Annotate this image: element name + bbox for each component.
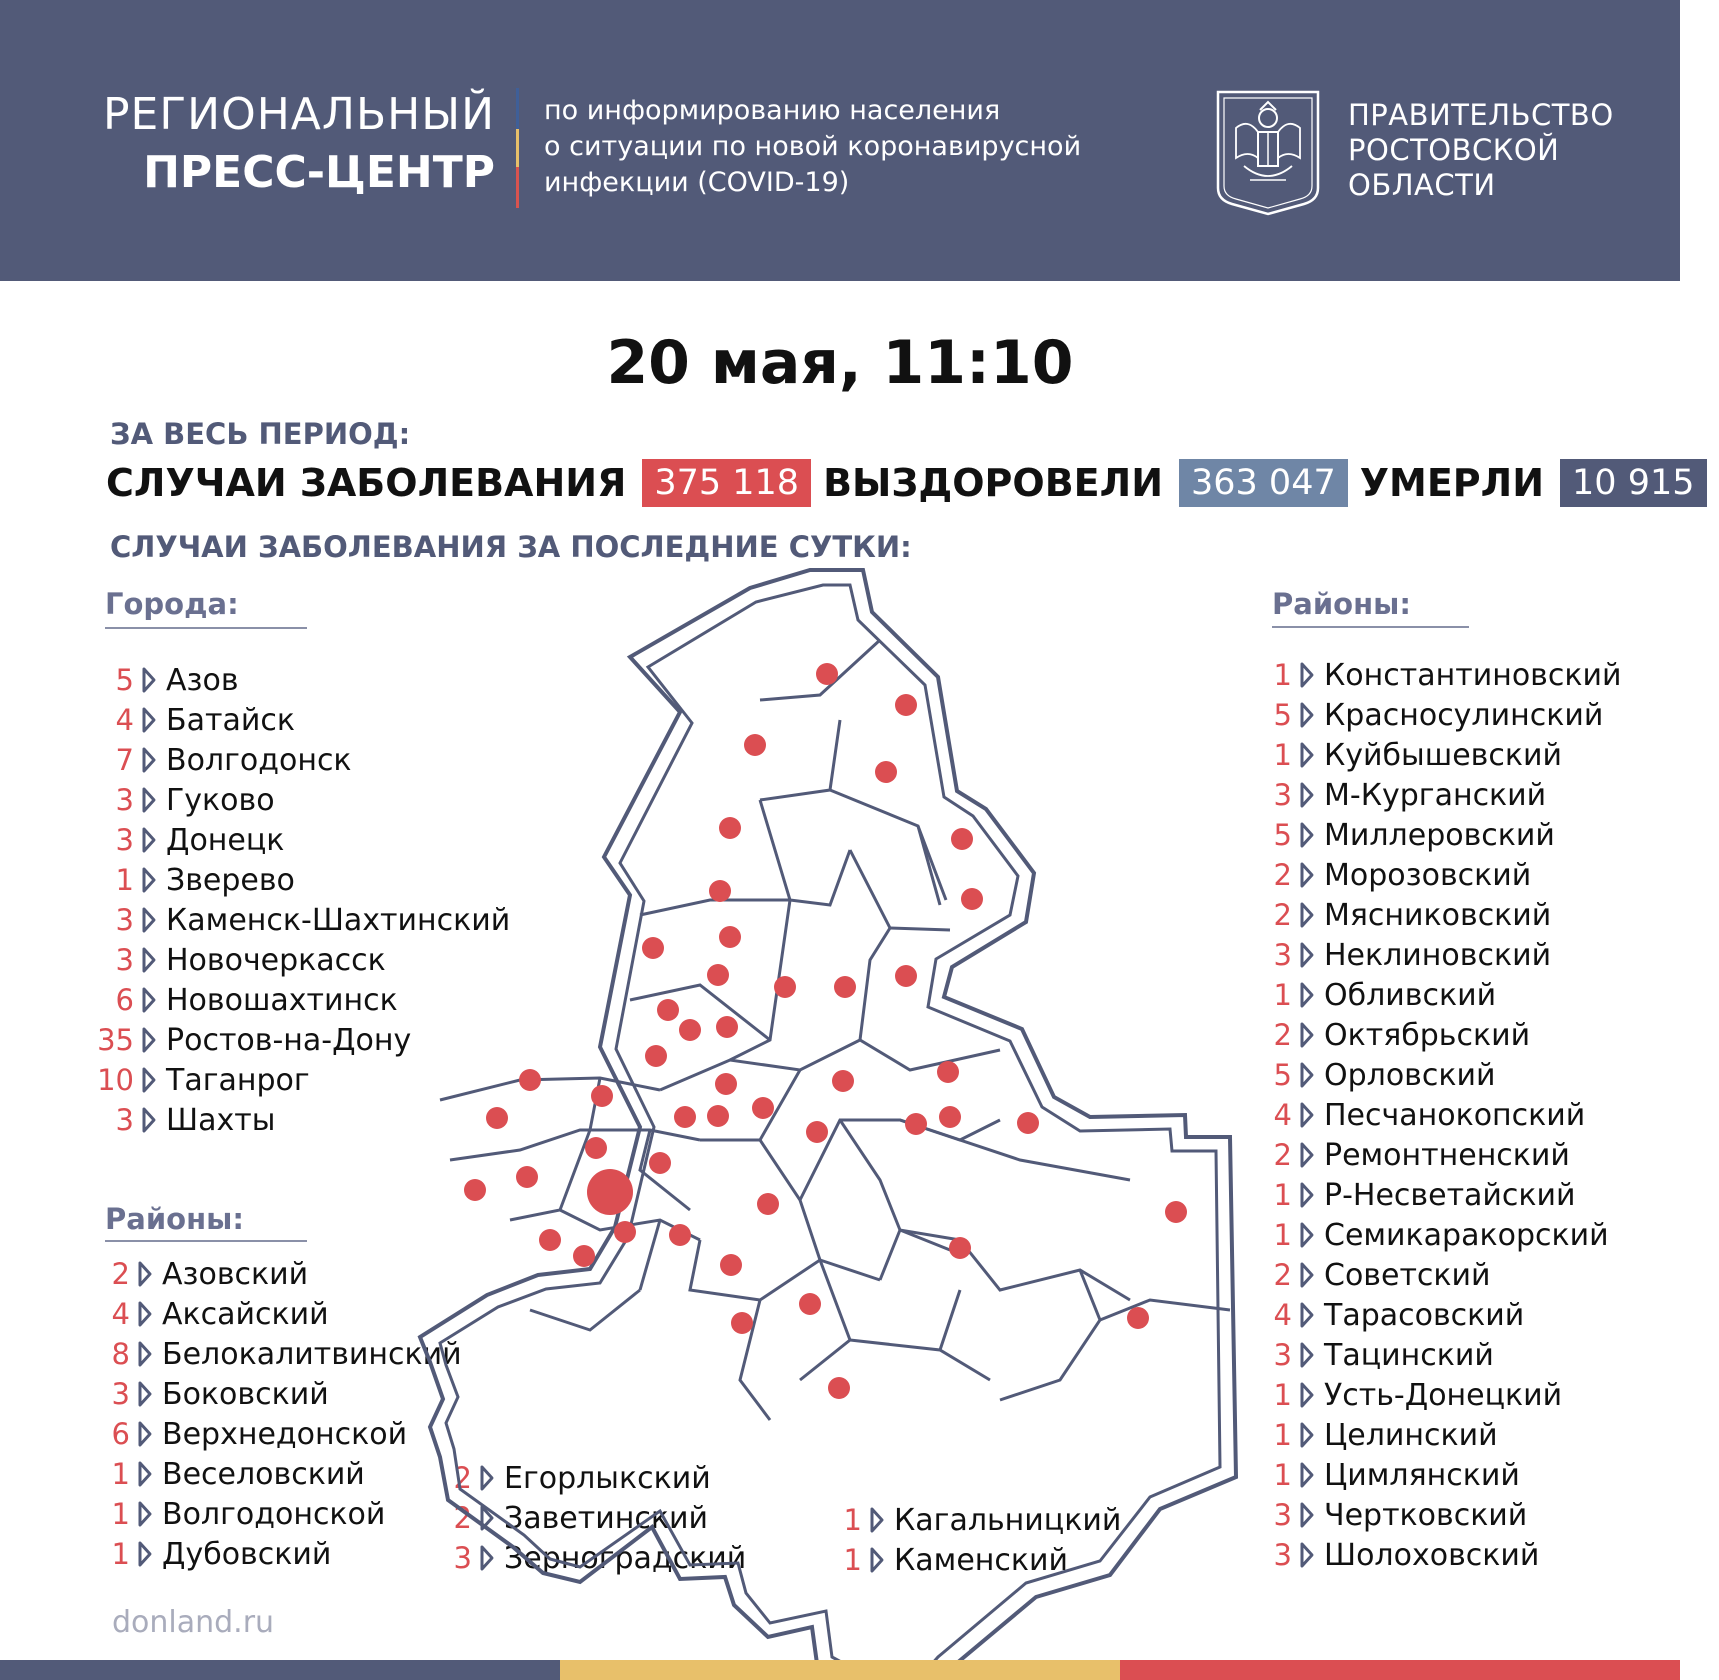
districts-left-title: Районы: bbox=[105, 1202, 244, 1236]
locality-name: Белокалитвинский bbox=[162, 1336, 462, 1372]
locality-name: Советский bbox=[1324, 1257, 1491, 1293]
case-location-dot-icon bbox=[951, 828, 973, 850]
case-count: 1 bbox=[1273, 978, 1292, 1012]
cities-title: Города: bbox=[105, 587, 239, 621]
bottom-bar-segment bbox=[1120, 1660, 1680, 1680]
case-count: 1 bbox=[1273, 1378, 1292, 1412]
locality-name: Волгодонской bbox=[162, 1496, 386, 1532]
locality-name: Константиновский bbox=[1324, 657, 1622, 693]
case-location-dot-icon bbox=[1017, 1112, 1039, 1134]
locality-name: Целинский bbox=[1324, 1417, 1498, 1453]
case-location-dot-icon bbox=[707, 964, 729, 986]
case-location-dot-icon bbox=[539, 1229, 561, 1251]
case-count: 1 bbox=[843, 1503, 862, 1537]
case-location-dot-icon bbox=[939, 1106, 961, 1128]
case-location-dot-icon bbox=[464, 1179, 486, 1201]
case-location-dot-icon bbox=[961, 888, 983, 910]
locality-name: Шолоховский bbox=[1324, 1537, 1540, 1573]
government-name-line: ОБЛАСТИ bbox=[1348, 168, 1496, 202]
period-label: ЗА ВЕСЬ ПЕРИОД: bbox=[110, 417, 411, 451]
case-count: 3 bbox=[115, 943, 134, 977]
deaths-value: 10 915 bbox=[1560, 459, 1706, 507]
bottom-bar-segment bbox=[0, 1660, 560, 1680]
case-count: 6 bbox=[111, 1417, 130, 1451]
case-count: 10 bbox=[97, 1063, 134, 1097]
case-location-dot-icon bbox=[642, 937, 664, 959]
map-outer-border bbox=[420, 570, 1236, 1680]
case-count: 35 bbox=[97, 1023, 134, 1057]
locality-name: Азов bbox=[166, 662, 239, 698]
case-count: 2 bbox=[1273, 1138, 1292, 1172]
case-location-dot-icon bbox=[744, 734, 766, 756]
case-count: 3 bbox=[1273, 938, 1292, 972]
case-count: 4 bbox=[111, 1297, 130, 1331]
case-location-dot-icon bbox=[519, 1069, 541, 1091]
case-location-dot-icon bbox=[585, 1137, 607, 1159]
case-count: 3 bbox=[115, 783, 134, 817]
locality-name: Каменск-Шахтинский bbox=[166, 902, 511, 938]
bottom-bar-segment bbox=[560, 1660, 1120, 1680]
locality-name: Новошахтинск bbox=[166, 982, 398, 1018]
case-location-dot-icon bbox=[828, 1377, 850, 1399]
locality-name: Шахты bbox=[166, 1102, 276, 1138]
footer-website: donland.ru bbox=[112, 1605, 275, 1640]
case-count: 1 bbox=[1273, 1418, 1292, 1452]
locality-name: Веселовский bbox=[162, 1456, 365, 1492]
government-name-line: РОСТОВСКОЙ bbox=[1348, 133, 1560, 167]
case-location-dot-icon bbox=[709, 880, 731, 902]
bottom-color-bar bbox=[0, 1660, 1680, 1680]
locality-name: Батайск bbox=[166, 702, 295, 738]
header-subtitle-line: о ситуации по новой коронавирусной bbox=[544, 131, 1082, 162]
locality-name: Мясниковский bbox=[1324, 897, 1552, 933]
locality-name: Донецк bbox=[166, 822, 285, 858]
cases-label: СЛУЧАИ ЗАБОЛЕВАНИЯ bbox=[106, 461, 627, 505]
case-count: 3 bbox=[1273, 1538, 1292, 1572]
locality-name: Каменский bbox=[894, 1542, 1068, 1578]
case-location-dot-icon bbox=[657, 999, 679, 1021]
case-location-dot-icon bbox=[806, 1121, 828, 1143]
locality-name: Дубовский bbox=[162, 1536, 332, 1572]
locality-name: Заветинский bbox=[504, 1500, 708, 1536]
case-location-dot-icon bbox=[591, 1085, 613, 1107]
locality-name: Октябрьский bbox=[1324, 1017, 1531, 1053]
case-location-dot-icon bbox=[674, 1106, 696, 1128]
press-center-title-line2: ПРЕСС-ЦЕНТР bbox=[143, 147, 495, 198]
case-count: 6 bbox=[115, 983, 134, 1017]
government-name-line: ПРАВИТЕЛЬСТВО bbox=[1348, 98, 1614, 132]
header-subtitle-line: инфекции (COVID-19) bbox=[544, 167, 850, 198]
case-location-dot-icon bbox=[573, 1245, 595, 1267]
case-location-dot-icon bbox=[731, 1312, 753, 1334]
case-location-dot-icon bbox=[679, 1019, 701, 1041]
case-location-dot-icon bbox=[757, 1193, 779, 1215]
case-count: 3 bbox=[115, 823, 134, 857]
case-location-dot-icon bbox=[895, 965, 917, 987]
case-count: 3 bbox=[1273, 778, 1292, 812]
locality-name: Зерноградский bbox=[504, 1540, 747, 1576]
case-location-dot-icon bbox=[720, 1254, 742, 1276]
case-location-dot-icon bbox=[645, 1045, 667, 1067]
case-location-dot-icon bbox=[832, 1070, 854, 1092]
case-location-dot-icon bbox=[716, 1016, 738, 1038]
case-location-dot-icon bbox=[875, 761, 897, 783]
locality-name: Верхнедонской bbox=[162, 1416, 408, 1452]
locality-name: Неклиновский bbox=[1324, 937, 1552, 973]
cases-value: 375 118 bbox=[642, 459, 811, 507]
locality-name: Аксайский bbox=[162, 1296, 329, 1332]
case-location-dot-icon bbox=[719, 817, 741, 839]
case-location-dot-icon bbox=[614, 1221, 636, 1243]
locality-name: Миллеровский bbox=[1324, 817, 1555, 853]
case-count: 1 bbox=[1273, 1218, 1292, 1252]
case-count: 2 bbox=[453, 1461, 472, 1495]
case-count: 5 bbox=[115, 663, 134, 697]
case-location-dot-icon bbox=[905, 1113, 927, 1135]
locality-name: Р-Несветайский bbox=[1324, 1177, 1576, 1213]
case-location-dot-icon bbox=[719, 926, 741, 948]
case-location-dot-icon bbox=[715, 1073, 737, 1095]
locality-name: Гуково bbox=[166, 782, 275, 818]
case-location-dot-icon bbox=[937, 1061, 959, 1083]
recovered-label: ВЫЗДОРОВЕЛИ bbox=[823, 461, 1163, 505]
locality-name: Усть-Донецкий bbox=[1324, 1377, 1563, 1413]
case-location-dot-icon bbox=[799, 1293, 821, 1315]
case-count: 1 bbox=[1273, 658, 1292, 692]
locality-name: Обливский bbox=[1324, 977, 1497, 1013]
case-count: 7 bbox=[115, 743, 134, 777]
case-location-dot-icon bbox=[816, 663, 838, 685]
case-count: 3 bbox=[1273, 1498, 1292, 1532]
case-count: 5 bbox=[1273, 818, 1292, 852]
locality-name: Куйбышевский bbox=[1324, 737, 1562, 773]
case-location-dot-icon bbox=[669, 1224, 691, 1246]
case-count: 3 bbox=[115, 1103, 134, 1137]
case-location-dot-icon bbox=[516, 1166, 538, 1188]
locality-name: Орловский bbox=[1324, 1057, 1496, 1093]
case-location-dot-icon bbox=[1127, 1307, 1149, 1329]
districts-right-title: Районы: bbox=[1272, 587, 1411, 621]
case-count: 2 bbox=[1273, 1258, 1292, 1292]
locality-name: Ростов-на-Дону bbox=[166, 1022, 412, 1058]
locality-name: Новочеркасск bbox=[166, 942, 386, 978]
case-count: 2 bbox=[111, 1257, 130, 1291]
locality-name: М-Курганский bbox=[1324, 777, 1547, 813]
map-inner-border bbox=[440, 585, 1220, 1673]
case-location-dot-icon bbox=[752, 1097, 774, 1119]
case-count: 1 bbox=[111, 1457, 130, 1491]
case-location-dot-icon bbox=[774, 976, 796, 998]
locality-name: Тарасовский bbox=[1324, 1297, 1525, 1333]
case-location-dot-icon bbox=[649, 1152, 671, 1174]
case-location-dot-icon bbox=[895, 694, 917, 716]
case-location-dot-icon bbox=[486, 1107, 508, 1129]
case-count: 3 bbox=[453, 1541, 472, 1575]
last-day-label: СЛУЧАИ ЗАБОЛЕВАНИЯ ЗА ПОСЛЕДНИЕ СУТКИ: bbox=[110, 530, 912, 564]
locality-name: Чертковский bbox=[1324, 1497, 1528, 1533]
locality-name: Егорлыкский bbox=[504, 1460, 711, 1496]
case-count: 8 bbox=[111, 1337, 130, 1371]
case-count: 4 bbox=[1273, 1298, 1292, 1332]
case-count: 4 bbox=[1273, 1098, 1292, 1132]
case-count: 1 bbox=[1273, 738, 1292, 772]
locality-name: Таганрог bbox=[166, 1062, 310, 1098]
case-count: 5 bbox=[1273, 1058, 1292, 1092]
locality-name: Азовский bbox=[162, 1256, 309, 1292]
locality-name: Красносулинский bbox=[1324, 697, 1604, 733]
locality-name: Семикаракорский bbox=[1324, 1217, 1609, 1253]
locality-name: Боковский bbox=[162, 1376, 329, 1412]
case-count: 2 bbox=[1273, 858, 1292, 892]
map-district-borders bbox=[440, 640, 1230, 1420]
locality-name: Морозовский bbox=[1324, 857, 1532, 893]
report-date: 20 мая, 11:10 bbox=[606, 328, 1074, 398]
locality-name: Кагальницкий bbox=[894, 1502, 1122, 1538]
locality-name: Зверево bbox=[166, 862, 295, 898]
case-location-dot-icon bbox=[707, 1105, 729, 1127]
case-count: 2 bbox=[1273, 898, 1292, 932]
header-subtitle-line: по информированию населения bbox=[544, 95, 1001, 126]
case-count: 3 bbox=[115, 903, 134, 937]
press-center-title-line1: РЕГИОНАЛЬНЫЙ bbox=[103, 89, 495, 140]
locality-name: Песчанокопский bbox=[1324, 1097, 1586, 1133]
case-location-dot-icon bbox=[949, 1237, 971, 1259]
case-location-dot-icon bbox=[587, 1169, 633, 1215]
case-count: 1 bbox=[111, 1537, 130, 1571]
case-count: 1 bbox=[111, 1497, 130, 1531]
case-location-dot-icon bbox=[1165, 1201, 1187, 1223]
case-location-dot-icon bbox=[834, 976, 856, 998]
case-count: 5 bbox=[1273, 698, 1292, 732]
deaths-label: УМЕРЛИ bbox=[1359, 461, 1545, 505]
case-count: 1 bbox=[115, 863, 134, 897]
case-count: 4 bbox=[115, 703, 134, 737]
case-count: 1 bbox=[843, 1543, 862, 1577]
locality-name: Тацинский bbox=[1324, 1337, 1494, 1373]
recovered-value: 363 047 bbox=[1179, 459, 1348, 507]
case-count: 3 bbox=[111, 1377, 130, 1411]
locality-name: Ремонтненский bbox=[1324, 1137, 1570, 1173]
case-count: 2 bbox=[453, 1501, 472, 1535]
case-count: 1 bbox=[1273, 1458, 1292, 1492]
case-count: 2 bbox=[1273, 1018, 1292, 1052]
case-count: 1 bbox=[1273, 1178, 1292, 1212]
locality-name: Волгодонск bbox=[166, 742, 352, 778]
map-case-markers bbox=[464, 663, 1187, 1399]
locality-name: Цимлянский bbox=[1324, 1457, 1520, 1493]
case-count: 3 bbox=[1273, 1338, 1292, 1372]
